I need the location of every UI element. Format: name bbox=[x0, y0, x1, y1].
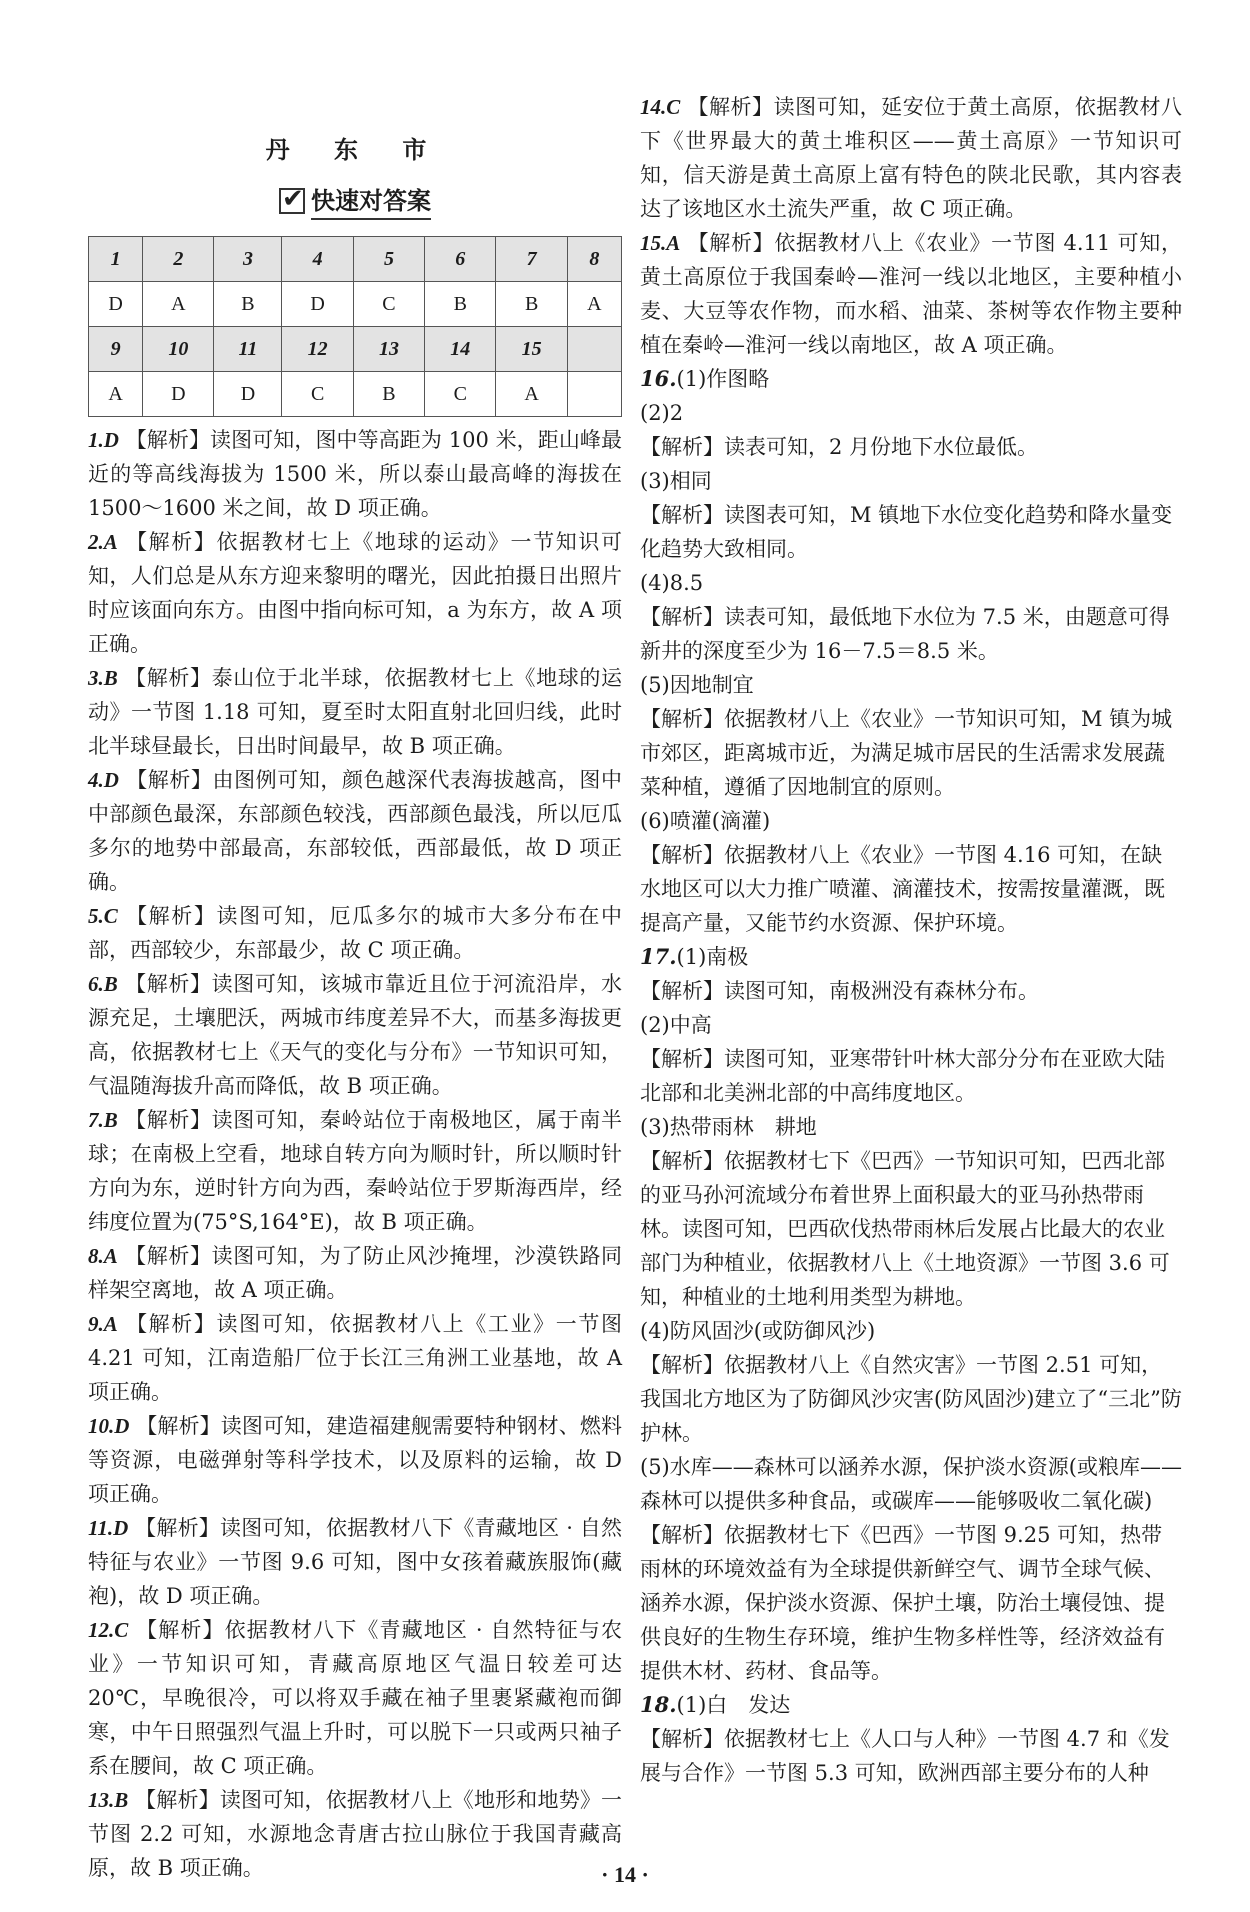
answer-table-number-row bbox=[89, 237, 622, 282]
sub-answer: (6)喷灌(滴灌) bbox=[640, 809, 771, 833]
sub-answer: (5)因地制宜 bbox=[640, 673, 754, 697]
table-cell: D bbox=[143, 372, 214, 417]
table-cell: A bbox=[89, 372, 143, 417]
sub-analysis: 【解析】读表可知，2 月份地下水位最低。 bbox=[640, 435, 1039, 459]
sub-analysis: 【解析】依据教材七上《人口与人种》一节图 4.7 和《发展与合作》一节图 5.3 可知，欧洲西部主要分布的人种 bbox=[640, 1727, 1170, 1785]
table-cell: 4 bbox=[282, 237, 353, 282]
answer-table-answer-row bbox=[89, 372, 622, 417]
table-cell: 15 bbox=[496, 327, 567, 372]
table-cell: C bbox=[425, 372, 496, 417]
sub-analysis: 【解析】依据教材七下《巴西》一节图 9.25 可知，热带雨林的环境效益有为全球提供新鲜空气、调节全球气候、涵养水源，保护淡水资源、保护土壤，防治土壤侵蚀、提供良好的生物生存环境，维护生物多样性等，经济效益有提供木材、药材、食品等。 bbox=[640, 1523, 1165, 1683]
sub-answer: (5)水库——森林可以涵养水源，保护淡水资源(或粮库——森林可以提供多种食品，或碳库——能够吸收二氧化碳) bbox=[640, 1455, 1182, 1513]
item-number: 16. bbox=[640, 366, 677, 391]
page-number: · 14 · bbox=[601, 1862, 649, 1887]
sub-answer: (1)白 发达 bbox=[676, 1693, 791, 1717]
table-cell: 5 bbox=[353, 237, 424, 282]
answer-item-15: 15.A 【解析】依据教材八上《农业》一节图 4.11 可知，黄土高原位于我国秦岭—淮河一线以北地区，主要种植小麦、大豆等农作物，而水稻、油菜、茶树等农作物主要种植在秦岭—淮河一线以南地区，故 A 项正确。 bbox=[640, 231, 1182, 357]
section-title: 丹 东 市 bbox=[265, 135, 445, 164]
table-cell bbox=[567, 327, 621, 372]
answer-table-answer-row bbox=[89, 282, 622, 327]
table-cell: B bbox=[353, 372, 424, 417]
table-cell: D bbox=[89, 282, 143, 327]
answer-item-7: 7.B 【解析】读图可知，秦岭站位于南极地区，属于南半球；在南极上空看，地球自转方向为顺时针，所以顺时针方向为东，逆时针方向为西，秦岭站位于罗斯海西岸，经纬度位置为(75°S,164°E)，故 B 项正确。 bbox=[88, 1108, 622, 1234]
sub-analysis: 【解析】依据教材八上《自然灾害》一节图 2.51 可知，我国北方地区为了防御风沙灾害(防风固沙)建立了“三北”防护林。 bbox=[640, 1353, 1182, 1445]
table-cell: A bbox=[567, 282, 621, 327]
table-cell: 3 bbox=[214, 237, 282, 282]
answer-item-6: 6.B 【解析】读图可知，该城市靠近且位于河流沿岸，水源充足，土壤肥沃，两城市纬度差异不大，而基多海拔更高，依据教材七上《天气的变化与分布》一节知识可知，气温随海拔升高而降低，故 B 项正确。 bbox=[88, 972, 622, 1098]
sub-analysis: 【解析】读图可知，南极洲没有森林分布。 bbox=[640, 979, 1039, 1003]
checkbox-icon bbox=[279, 188, 305, 214]
table-cell bbox=[567, 372, 621, 417]
left-column bbox=[88, 110, 622, 1885]
answer-item-17 bbox=[640, 940, 1182, 1688]
sub-answer: (2)2 bbox=[640, 401, 684, 425]
table-cell: 11 bbox=[214, 327, 282, 372]
right-column bbox=[640, 90, 1182, 1790]
sub-answer: (1)南极 bbox=[676, 945, 749, 969]
sub-answer: (4)防风固沙(或防御风沙) bbox=[640, 1319, 876, 1343]
table-cell: D bbox=[214, 372, 282, 417]
table-cell: B bbox=[496, 282, 567, 327]
sub-analysis: 【解析】依据教材八上《农业》一节图 4.16 可知，在缺水地区可以大力推广喷灌、滴灌技术，按需按量灌溉，既提高产量，又能节约水资源、保护环境。 bbox=[640, 843, 1165, 935]
answer-item-5: 5.C 【解析】读图可知，厄瓜多尔的城市大多分布在中部，西部较少，东部最少，故 C 项正确。 bbox=[88, 904, 622, 962]
answer-item-16 bbox=[640, 362, 1182, 940]
table-cell: D bbox=[282, 282, 353, 327]
sub-answer: (3)热带雨林 耕地 bbox=[640, 1115, 817, 1139]
table-cell: B bbox=[425, 282, 496, 327]
table-cell: C bbox=[282, 372, 353, 417]
answer-table bbox=[88, 236, 622, 417]
table-cell: A bbox=[143, 282, 214, 327]
item-number: 17. bbox=[640, 944, 677, 969]
sub-analysis: 【解析】读图可知，亚寒带针叶林大部分分布在亚欧大陆北部和北美洲北部的中高纬度地区。 bbox=[640, 1047, 1165, 1105]
table-cell: 6 bbox=[425, 237, 496, 282]
table-cell: 13 bbox=[353, 327, 424, 372]
table-cell: 8 bbox=[567, 237, 621, 282]
sub-answer: (3)相同 bbox=[640, 469, 712, 493]
answer-item-18 bbox=[640, 1688, 1182, 1790]
sub-answer: (2)中高 bbox=[640, 1013, 712, 1037]
answer-item-4: 4.D 【解析】由图例可知，颜色越深代表海拔越高，图中中部颜色最深，东部颜色较浅，西部颜色最浅，所以厄瓜多尔的地势中部最高，东部较低，西部最低，故 D 项正确。 bbox=[88, 768, 622, 894]
answer-item-2: 2.A 【解析】依据教材七上《地球的运动》一节知识可知，人们总是从东方迎来黎明的曙光，因此拍摄日出照片时应该面向东方。由图中指向标可知，a 为东方，故 A 项正确。 bbox=[88, 530, 622, 656]
sub-analysis: 【解析】依据教材八上《农业》一节知识可知，M 镇为城市郊区，距离城市近，为满足城市居民的生活需求发展蔬菜种植，遵循了因地制宜的原则。 bbox=[640, 707, 1173, 799]
quick-answer-label: 快速对答案 bbox=[311, 181, 431, 220]
answer-item-10: 10.D 【解析】读图可知，建造福建舰需要特种钢材、燃料等资源，电磁弹射等科学技术，以及原料的运输，故 D 项正确。 bbox=[88, 1414, 622, 1506]
table-cell: 12 bbox=[282, 327, 353, 372]
table-cell: 7 bbox=[496, 237, 567, 282]
sub-answer: (1)作图略 bbox=[676, 367, 770, 391]
table-cell: 10 bbox=[143, 327, 214, 372]
answer-item-1: 1.D 【解析】读图可知，图中等高距为 100 米，距山峰最近的等高线海拔为 1500 米，所以泰山最高峰的海拔在 1500～1600 米之间，故 D 项正确。 bbox=[88, 428, 622, 520]
answer-item-3: 3.B 【解析】泰山位于北半球，依据教材七上《地球的运动》一节图 1.18 可知，夏至时太阳直射北回归线，此时北半球昼最长，日出时间最早，故 B 项正确。 bbox=[88, 666, 622, 758]
sub-analysis: 【解析】依据教材七下《巴西》一节知识可知，巴西北部的亚马孙河流域分布着世界上面积最大的亚马孙热带雨林。读图可知，巴西砍伐热带雨林后发展占比最大的农业部门为种植业，依据教材八上《土地资源》一节图 3.6 可知，种植业的土地利用类型为耕地。 bbox=[640, 1149, 1170, 1309]
table-cell: 2 bbox=[143, 237, 214, 282]
table-cell: A bbox=[496, 372, 567, 417]
answer-item-9: 9.A 【解析】读图可知，依据教材八上《工业》一节图 4.21 可知，江南造船厂位于长江三角洲工业基地，故 A 项正确。 bbox=[88, 1312, 622, 1404]
answer-item-13: 13.B 【解析】读图可知，依据教材八上《地形和地势》一节图 2.2 可知，水源地念青唐古拉山脉位于我国青藏高原，故 B 项正确。 bbox=[88, 1788, 622, 1880]
answer-item-8: 8.A 【解析】读图可知，为了防止风沙掩埋，沙漠铁路同样架空离地，故 A 项正确。 bbox=[88, 1244, 622, 1302]
table-cell: 1 bbox=[89, 237, 143, 282]
table-cell: B bbox=[214, 282, 282, 327]
sub-answer: (4)8.5 bbox=[640, 571, 704, 595]
sub-analysis: 【解析】读表可知，最低地下水位为 7.5 米，由题意可得新井的深度至少为 16－7.5＝8.5 米。 bbox=[640, 605, 1170, 663]
table-cell: C bbox=[353, 282, 424, 327]
answer-table-number-row bbox=[89, 327, 622, 372]
sub-analysis: 【解析】读图表可知，M 镇地下水位变化趋势和降水量变化趋势大致相同。 bbox=[640, 503, 1173, 561]
quick-answer-heading bbox=[88, 181, 622, 220]
table-cell: 14 bbox=[425, 327, 496, 372]
item-number: 18. bbox=[640, 1692, 677, 1717]
table-cell: 9 bbox=[89, 327, 143, 372]
answer-item-11: 11.D 【解析】读图可知，依据教材八下《青藏地区 · 自然特征与农业》一节图 9.6 可知，图中女孩着藏族服饰(藏袍)，故 D 项正确。 bbox=[88, 1516, 622, 1608]
answer-item-12: 12.C 【解析】依据教材八下《青藏地区 · 自然特征与农业》一节知识可知，青藏高原地区气温日较差可达 20℃，早晚很冷，可以将双手藏在袖子里裹紧藏袍而御寒，中午日照强烈气温上升时，可以脱下一只或两只袖子系在腰间，故 C 项正确。 bbox=[88, 1618, 622, 1778]
answer-item-14: 14.C 【解析】读图可知，延安位于黄土高原，依据教材八下《世界最大的黄土堆积区——黄土高原》一节知识可知，信天游是黄土高原上富有特色的陕北民歌，其内容表达了该地区水土流失严重，故 C 项正确。 bbox=[640, 95, 1182, 221]
